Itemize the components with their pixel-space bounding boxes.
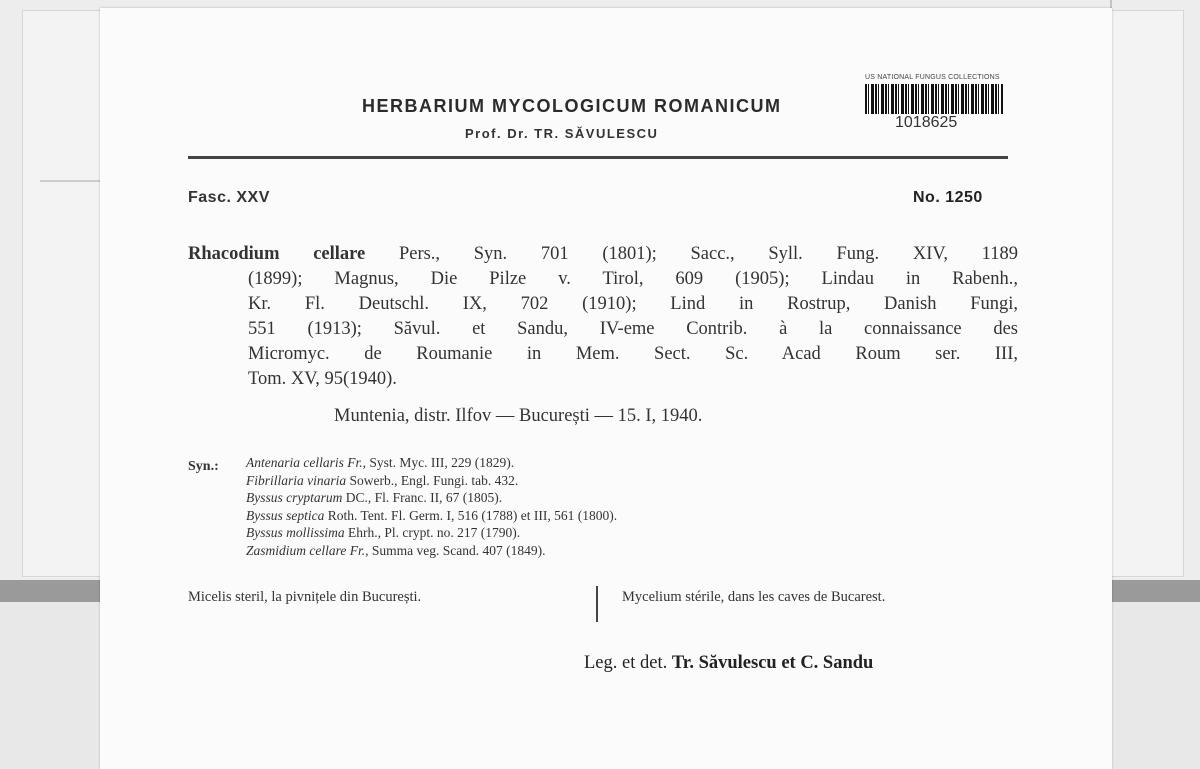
synonym-name: Byssus mollissima bbox=[246, 525, 345, 540]
header-rule bbox=[188, 156, 1008, 159]
synonym-name: Byssus septica bbox=[246, 507, 325, 523]
synonym-entry bbox=[188, 507, 948, 525]
column-divider bbox=[596, 586, 598, 622]
collector-prefix: Leg. et det. bbox=[584, 653, 668, 673]
citation-block bbox=[188, 242, 1018, 392]
synonym-entry bbox=[188, 472, 948, 490]
citation-line: Micromyc. de Roumanie in Mem. Sect. Sc. Acad Roum ser. III, bbox=[248, 344, 1018, 364]
locality: Muntenia, distr. Ilfov — București — 15. I, 1940. bbox=[334, 406, 703, 426]
barcode-caption: US NATIONAL FUNGUS COLLECTIONS bbox=[865, 74, 1000, 81]
synonym-ref: Summa veg. Scand. 407 (1849). bbox=[371, 542, 546, 558]
collector-line bbox=[584, 653, 873, 674]
synonym-ref: Syst. Myc. III, 229 (1829). bbox=[369, 455, 515, 470]
synonym-ref: Ehrh., Pl. crypt. no. 217 (1790). bbox=[348, 525, 521, 540]
collector-names: Tr. Săvulescu et C. Sandu bbox=[671, 653, 874, 673]
citation-line: Kr. Fl. Deutschl. IX, 702 (1910); Lind in Rostrup, Danish Fungi, bbox=[248, 294, 1018, 314]
synonym-ref: Roth. Tent. Fl. Germ. I, 516 (1788) et III, 561 (1800). bbox=[327, 507, 618, 523]
taxon-name: Rhacodium cellare bbox=[188, 244, 366, 264]
synonym-ref: DC., Fl. Franc. II, 67 (1805). bbox=[345, 490, 503, 505]
citation-line: (1899); Magnus, Die Pilze v. Tirol, 609 (1905); Lindau in Rabenh., bbox=[248, 269, 1018, 289]
barcode-icon bbox=[865, 84, 1003, 114]
synonym-name: Byssus cryptarum bbox=[246, 490, 343, 505]
barcode-block bbox=[865, 74, 1010, 132]
synonym-entry bbox=[188, 489, 948, 507]
citation-text: Pers., Syn. 701 (1801); Sacc., Syll. Fung. XIV, 1189 bbox=[398, 244, 1018, 264]
synonym-name: Antenaria cellaris Fr., bbox=[246, 455, 366, 470]
specimen-label bbox=[100, 8, 1112, 769]
synonym-name: Fibrillaria vinaria bbox=[246, 472, 347, 488]
barcode-number: 1018625 bbox=[895, 114, 958, 131]
synonym-ref: Sowerb., Engl. Fungi. tab. 432. bbox=[349, 472, 519, 488]
herbarium-title: HERBARIUM MYCOLOGICUM ROMANICUM bbox=[362, 96, 782, 116]
fascicle: Fasc. XXV bbox=[188, 189, 270, 206]
synonyms-label: Syn.: bbox=[188, 459, 219, 474]
citation-line bbox=[188, 242, 1018, 267]
synonym-entry bbox=[188, 542, 948, 560]
citation-line: 551 (1913); Săvul. et Sandu, IV-eme Contrib. à la connaissance des bbox=[248, 319, 1018, 339]
specimen-number: No. 1250 bbox=[913, 189, 983, 206]
herbarium-director: Prof. Dr. TR. SĂVULESCU bbox=[465, 126, 659, 141]
description-french: Mycelium stérile, dans les caves de Bucarest. bbox=[622, 589, 886, 605]
synonym-entry bbox=[188, 454, 948, 472]
synonyms-block bbox=[188, 454, 948, 559]
citation-line: Tom. XV, 95(1940). bbox=[248, 369, 397, 389]
description-romanian: Micelis steril, la pivnițele din București. bbox=[188, 589, 422, 605]
synonym-name: Zasmidium cellare Fr., bbox=[246, 542, 369, 558]
synonym-entry bbox=[188, 524, 948, 542]
